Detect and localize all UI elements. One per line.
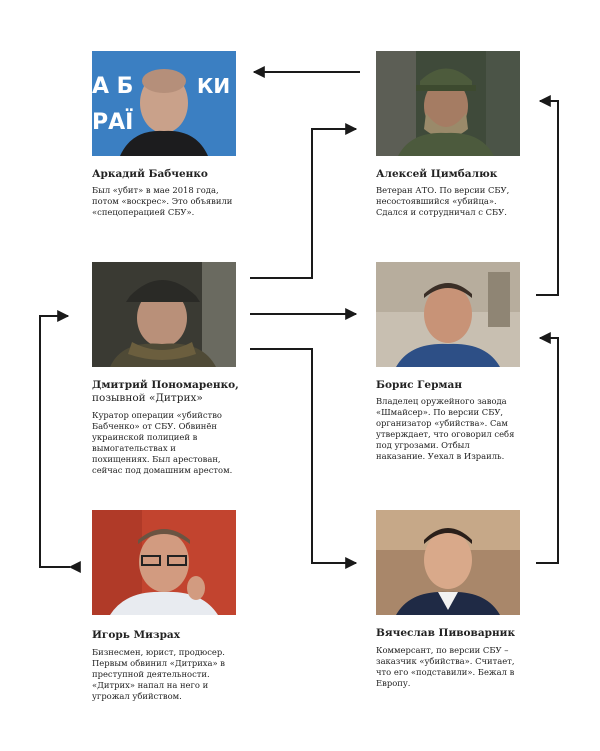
svg-text:РАЇ: РАЇ xyxy=(92,110,134,135)
babchenko-photo xyxy=(92,51,236,156)
ponomarenko-name: Дмитрий Пономаренко, позывной «Дитрих» xyxy=(92,379,252,405)
ponomarenko-desc: Куратор операции «убийство Бабченко» от СБУ. Обвинён украинской полицией в вымогательствах и похищениях. Был арестован, сейчас под домашним арестом. xyxy=(92,410,233,475)
ponomarenko-photo xyxy=(92,262,236,367)
german-name: Борис Герман xyxy=(376,379,463,391)
tsymbaliuk-desc: Ветеран АТО. По версии СБУ, несостоявшийся «убийца». Сдался и сотрудничал с СБУ. xyxy=(376,185,510,217)
babchenko-desc: Был «убит» в мае 2018 года, потом «воскрес». Это объявили «спецоперацией СБУ». xyxy=(92,185,233,217)
arrow-german-to-tsymbaliuk xyxy=(536,101,558,295)
german-desc: Владелец оружейного завода «Шмайсер». По версии СБУ, организатор «убийства». Сам утверждает, что оговорил себя под угрозами. Отбыл наказание. Уехал в Израиль. xyxy=(376,396,515,461)
arrow-mizrakh-ponomarenko xyxy=(40,316,70,567)
ponomarenko-callsign: позывной «Дитрих» xyxy=(92,392,203,404)
mizrakh-name: Игорь Мизрах xyxy=(92,629,180,641)
pivovarnik-photo xyxy=(376,510,520,615)
svg-text:А Б: А Б xyxy=(92,74,134,99)
pivovarnik-desc: Коммерсант, по версии СБУ – заказчик «убийства». Считает, что его «подставили». Бежал в Европу. xyxy=(376,645,515,688)
arrow-ponomarenko-to-tsymbaliuk xyxy=(250,129,356,278)
tsymbaliuk-photo xyxy=(376,51,520,156)
arrow-ponomarenko-to-pivovarnik xyxy=(250,349,356,563)
mizrakh-photo xyxy=(92,510,236,615)
arrow-pivovarnik-to-german xyxy=(536,338,558,563)
tsymbaliuk-name: Алексей Цимбалюк xyxy=(376,168,498,180)
german-photo xyxy=(376,262,520,367)
babchenko-name: Аркадий Бабченко xyxy=(92,168,208,180)
pivovarnik-name: Вячеслав Пивоварник xyxy=(376,627,516,639)
mizrakh-desc: Бизнесмен, юрист, продюсер. Первым обвинил «Дитриха» в преступной деятельности. «Дитрих» напал на него и угрожал убийством. xyxy=(92,647,226,701)
svg-text:КИ: КИ xyxy=(197,74,231,98)
